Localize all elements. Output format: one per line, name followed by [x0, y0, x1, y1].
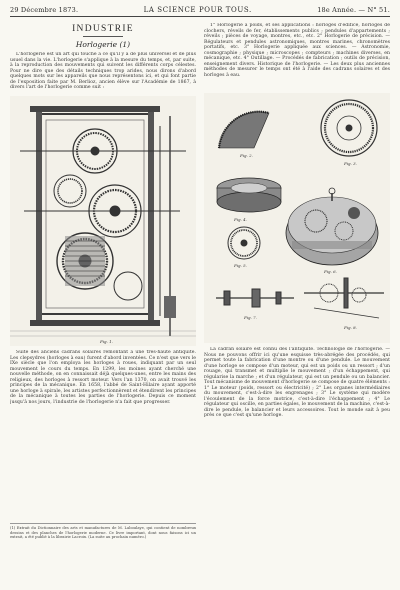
article-title: Horlogerie (1) [75, 40, 131, 49]
right-list-text [204, 23, 390, 89]
left-body-text [10, 350, 196, 520]
fig-6-label: Fig. 6. [324, 269, 337, 274]
header-issue: 18e Année. — N° 51. [317, 6, 390, 14]
fig-2-label: Fig. 2. [240, 153, 253, 158]
header-date: 29 Décembre 1873. [10, 6, 79, 14]
footnote: (1) Extrait du Dictionnaire des arts et manufactures de M. Laboulaye, qui contient de nombreux dessins et des planches de l'horlogerie moderne. Ce livre important, dont nous faisons ici un extrait, a été publié à la librairie Lacroix. (La suite au prochain numéro.) [10, 523, 196, 540]
fig-5-label: Fig. 5. [234, 263, 247, 268]
watch-parts-engravings [204, 93, 390, 343]
fig-1-label: Fig. 1. [100, 339, 113, 344]
left-body-paragraph: Suite des anciens cadrans solaires remontant à une très-haute antiquité. Les clepsydres (horloges à eau) furent d'abord inventées. Ce n'est que vers le IXe siècle que l'on employa les horloges à roues, indiquant par un seul mouvement le cours du temps. En 1299, les moines ayant cherché une nouvelle méthode, on en connaissait déjà quelques-unes, entre les mains des religieux, des horloges à ressort moteur. Vers l'an 1370, on avait trouvé les principes de la mécanique. En 1658, l'abbé de Saint-Hilaire ayant apporté une horloge à spirale, les artistes perfectionnèrent et étendirent les principes de la mécanique à toutes les parties de l'horlogerie. Depuis ce moment jusqu'à nos jours, l'industrie de l'horlogerie n'a fait que progresser. [10, 350, 196, 405]
intro-paragraph [10, 52, 196, 92]
page-header [10, 6, 390, 17]
right-column [204, 21, 390, 579]
right-body-paragraph: La cadran solaire est connu dès l'antiquité. Technologie de l'horlogerie. — Nous ne pouvons offrir ici qu'une esquisse très-abrégée des procédés, qui permet toute la fabrication d'une montre ou d'une pendule. Le mouvement d'une horloge se compose d'un moteur, qui est un poids ou un ressort ; d'un rouage, qui transmet et multiplie le mouvement ; d'un échappement, qui régularise la marche ; et d'un régulateur, qui est un pendule ou un balancier. Tout mécanisme de mouvement d'horlogerie se compose de quatre éléments : 1° Le moteur (poids, ressort ou électricité) ; 2° Les organes intermédiaires du mouvement, c'est-à-dire les engrenages ; 3° Le système qui modère l'écoulement de la force motrice, c'est-à-dire l'échappement ; 4° Le régulateur qui oscille, en parties égales, le mouvement de la machine, c'est-à-dire le pendule, le balancier et leurs accessoires. Tout le monde sait à peu près ce que c'est qu'une horloge. [204, 347, 390, 418]
title-rule [83, 36, 123, 37]
right-body-text [204, 347, 390, 579]
article-columns [10, 21, 390, 579]
header-journal-title: LA SCIENCE POUR TOUS. [143, 6, 252, 14]
section-title: INDUSTRIE [72, 24, 134, 34]
watch-parts-illustration [204, 93, 390, 343]
clock-movement-engraving [10, 96, 196, 346]
intro-text: L'horlogerie est un art qui touche à ce qu'il y a de plus universel et de plus usuel dans la vie. L'horlogerie s'applique à la mesure du temps, et, par suite, à la reproduction des mouvements qui suivent les différents corps célestes. Pour ne dire que des détails techniques trop arides, nous dirons d'abord quelques mots sur les appareils que nous représentons ici, et qui font partie de l'exposition faite par M. Berlioz, ancien élève sur l'Académie de 1867, à divers l'art de l'horlogerie comme suit : [10, 52, 196, 90]
left-column [10, 21, 196, 579]
fig-7-label: Fig. 7. [244, 315, 257, 320]
clock-movement-illustration [10, 96, 196, 346]
fig-8-label: Fig. 8. [344, 325, 357, 330]
fig-4-label: Fig. 4. [234, 217, 247, 222]
fig-3-label: Fig. 3. [344, 161, 357, 166]
right-list-paragraph: 1° Horlogerie à poids, et ses applications : horloges d'édifice, horloges de clochers, réveils de fer, établissements publics ; pendules d'appartements ; réveils ; pièces de voyage, montres, etc., etc. 2° Horlogerie de précision. — Régulateurs et pendules astronomiques, montres marines, chronomètres portatifs, etc. 3° Horlogerie appliquée aux sciences. — Astronomie, cosmographie ; physique ; microscopes ; compteurs ; machines diverses, en mécanique, etc. 4° Outillage. — Procédés de fabrication ; outils de précision, enseignement divers. Historique de l'horlogerie. — Les deux plus anciennes méthodes de mesurer le temps ont été à l'aide des cadrans solaires et des horloges à eau. [204, 23, 390, 78]
